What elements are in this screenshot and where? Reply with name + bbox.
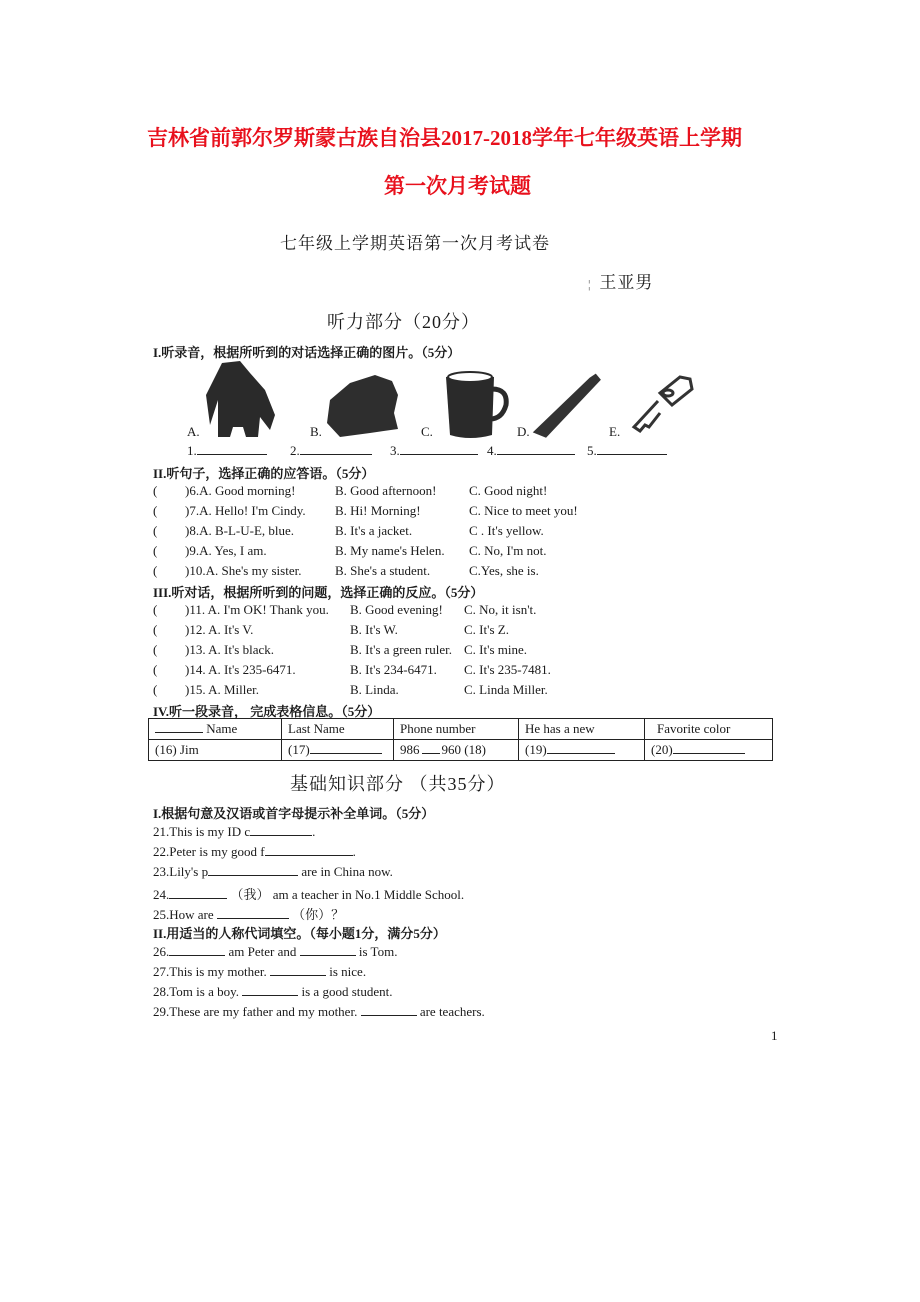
- option-a: )9.A. Yes, I am.: [185, 543, 267, 558]
- answer-number: 3.: [390, 443, 400, 458]
- part1-heading: I.听录音，根据所听到的对话选择正确的图片。（5分）: [153, 345, 461, 360]
- fill-blank[interactable]: [169, 887, 227, 899]
- answer-number: 1.: [187, 443, 197, 458]
- sweater-icon: [206, 361, 275, 437]
- picture-label-d: D.: [517, 424, 530, 439]
- item-text: 29.These are my father and my mother.: [153, 1004, 361, 1019]
- pen-icon: [540, 377, 598, 433]
- info-table: [148, 718, 773, 761]
- option-c: C. No, I'm not.: [469, 543, 547, 558]
- fill-in-item: [153, 884, 464, 903]
- fill-blank[interactable]: [265, 844, 353, 856]
- answer-blank-2[interactable]: [290, 443, 372, 459]
- mug-icon: [446, 372, 506, 438]
- picture-label-e: E.: [609, 424, 621, 439]
- fill-blank[interactable]: [270, 964, 326, 976]
- item-text: is Tom.: [355, 944, 398, 959]
- answer-bracket[interactable]: (: [153, 543, 158, 558]
- cell-last-name[interactable]: (17): [282, 740, 394, 761]
- answer-blank-3[interactable]: [390, 443, 478, 459]
- option-c: C. It's 235-7481.: [464, 662, 551, 677]
- option-a: )12. A. It's V.: [185, 622, 254, 637]
- item-text: 28.Tom is a boy.: [153, 984, 243, 999]
- fill-in-item: [153, 844, 356, 860]
- item-text: .: [312, 824, 316, 839]
- picture-label-a: A.: [187, 424, 200, 439]
- answer-blank-4[interactable]: [487, 443, 575, 459]
- option-a: )7.A. Hello! I'm Cindy.: [185, 503, 306, 518]
- option-c: C. Nice to meet you!: [469, 503, 578, 518]
- answer-bracket[interactable]: (: [153, 523, 158, 538]
- header-color: Favorite color: [645, 719, 773, 740]
- fill-blank[interactable]: [300, 944, 356, 956]
- option-b: B. She's a student.: [335, 563, 431, 578]
- item-text: （你）？: [288, 907, 345, 922]
- item-text: .: [352, 844, 356, 859]
- header-name: Name: [149, 719, 282, 740]
- key-icon: [634, 377, 692, 431]
- part3-heading: III.听对话，根据所听到的问题，选择正确的反应。（5分）: [153, 585, 484, 600]
- cell-name: (16) Jim: [149, 740, 282, 761]
- option-b: B. Hi! Morning!: [335, 503, 421, 518]
- item-text: is nice.: [326, 964, 367, 979]
- option-b: B. Good afternoon!: [335, 483, 437, 498]
- item-text: 21.This is my ID c: [153, 824, 251, 839]
- item-text: （我） am a teacher in No.1 Middle School.: [227, 887, 465, 902]
- item-text: is a good student.: [298, 984, 393, 999]
- basics-part2-heading: II.用适当的人称代词填空。（每小题1分，满分5分）: [153, 926, 446, 941]
- item-text: are in China now.: [298, 864, 393, 879]
- author-name: 王亚男: [599, 273, 654, 292]
- option-c: C . It's yellow.: [469, 523, 544, 538]
- part4-heading: IV.听一段录音， 完成表格信息。（5分）: [153, 704, 381, 719]
- cell-phone[interactable]: 986 960 (18): [394, 740, 519, 761]
- option-c: C. It's mine.: [464, 642, 528, 657]
- option-c: C. Good night!: [469, 483, 548, 498]
- document-title-line2: 第一次月考试题: [384, 174, 531, 198]
- answer-bracket[interactable]: (: [153, 483, 158, 498]
- answer-bracket[interactable]: (: [153, 642, 158, 657]
- fill-blank[interactable]: [250, 824, 312, 836]
- option-a: )6.A. Good morning!: [185, 483, 296, 498]
- exam-title: 七年级上学期英语第一次月考试卷: [280, 234, 550, 253]
- option-a: )10.A. She's my sister.: [185, 563, 302, 578]
- answer-bracket[interactable]: (: [153, 503, 158, 518]
- table-header-row: [149, 719, 773, 740]
- pronoun-item: [153, 1004, 485, 1020]
- answer-bracket[interactable]: (: [153, 682, 158, 697]
- fill-blank[interactable]: [208, 864, 298, 876]
- part2-heading: II.听句子，选择正确的应答语。（5分）: [153, 466, 375, 481]
- item-text: 22.Peter is my good f: [153, 844, 265, 859]
- option-c: C. It's Z.: [464, 622, 509, 637]
- cell-has-new[interactable]: (19): [519, 740, 645, 761]
- option-b: B. Linda.: [350, 682, 399, 697]
- option-b: B. It's a green ruler.: [350, 642, 452, 657]
- picture-label-b: B.: [310, 424, 322, 439]
- item-text: am Peter and: [225, 944, 300, 959]
- answer-blank-1[interactable]: [187, 443, 267, 459]
- option-b: B. Good evening!: [350, 602, 443, 617]
- option-a: )13. A. It's black.: [185, 642, 274, 657]
- answer-bracket[interactable]: (: [153, 602, 158, 617]
- pronoun-item: [153, 964, 366, 980]
- answer-number: 4.: [487, 443, 497, 458]
- option-a: )14. A. It's 235-6471.: [185, 662, 296, 677]
- option-b: B. It's 234-6471.: [350, 662, 437, 677]
- item-text: 27.This is my mother.: [153, 964, 270, 979]
- pronoun-item: [153, 944, 397, 960]
- page-number: 1: [771, 1028, 778, 1043]
- answer-bracket[interactable]: (: [153, 622, 158, 637]
- hat-icon: [327, 375, 398, 437]
- cell-color[interactable]: (20): [645, 740, 773, 761]
- item-text: 23.Lily's p: [153, 864, 209, 879]
- option-c: C. Linda Miller.: [464, 682, 548, 697]
- picture-label-c: C.: [421, 424, 433, 439]
- option-a: )15. A. Miller.: [185, 682, 260, 697]
- document-title-line1: 吉林省前郭尔罗斯蒙古族自治县2017-2018学年七年级英语上学期: [147, 126, 742, 150]
- fill-blank[interactable]: [217, 907, 289, 919]
- fill-in-item: [153, 824, 315, 840]
- pronoun-item: [153, 984, 393, 1000]
- answer-bracket[interactable]: (: [153, 563, 158, 578]
- fill-blank[interactable]: [242, 984, 298, 996]
- option-a: )11. A. I'm OK! Thank you.: [185, 602, 329, 617]
- fill-in-item: [153, 904, 344, 923]
- author: ¦ 王亚男: [588, 273, 654, 292]
- answer-blank-5[interactable]: [587, 443, 667, 459]
- table-row: [149, 740, 773, 761]
- item-text: are teachers.: [416, 1004, 485, 1019]
- option-c: C. No, it isn't.: [464, 602, 537, 617]
- item-text: 26.: [153, 944, 170, 959]
- option-b: B. My name's Helen.: [335, 543, 445, 558]
- option-c: C.Yes, she is.: [469, 563, 539, 578]
- answer-number: 5.: [587, 443, 597, 458]
- header-last-name: Last Name: [282, 719, 394, 740]
- fill-in-item: [153, 864, 393, 880]
- basics-heading: 基础知识部分 （共35分）: [290, 774, 506, 794]
- option-b: B. It's W.: [350, 622, 398, 637]
- header-has-new: He has a new: [519, 719, 645, 740]
- option-a: )8.A. B-L-U-E, blue.: [185, 523, 295, 538]
- fill-blank[interactable]: [169, 944, 225, 956]
- answer-bracket[interactable]: (: [153, 662, 158, 677]
- fill-blank[interactable]: [361, 1004, 417, 1016]
- option-b: B. It's a jacket.: [335, 523, 413, 538]
- item-text: 25.How are: [153, 907, 217, 922]
- item-text: 24.: [153, 887, 170, 902]
- header-phone: Phone number: [394, 719, 519, 740]
- listening-heading: 听力部分（20分）: [327, 312, 480, 332]
- basics-part1-heading: I.根据句意及汉语或首字母提示补全单词。（5分）: [153, 806, 435, 821]
- answer-number: 2.: [290, 443, 300, 458]
